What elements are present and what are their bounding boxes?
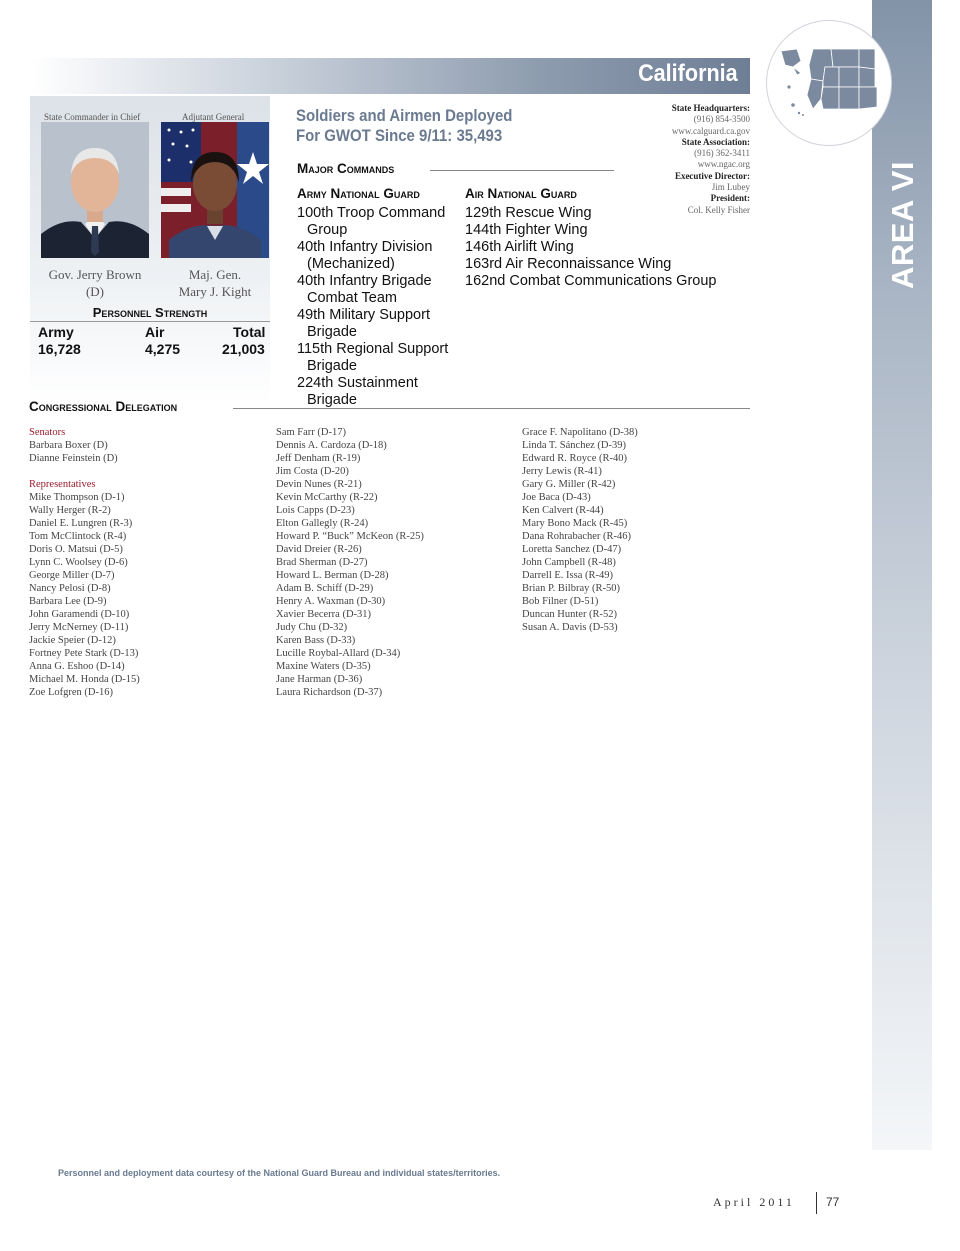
- air-command-item: 144th Fighter Wing: [465, 222, 588, 238]
- representative-item: Dana Rohrabacher (R-46): [522, 531, 632, 542]
- representative-item: Nancy Pelosi (D-8): [29, 583, 111, 594]
- region-map: [766, 20, 892, 146]
- representative-item: Zoe Lofgren (D-16): [29, 687, 113, 698]
- commander-photo: [41, 122, 149, 258]
- area-label: AREA VI: [885, 160, 920, 290]
- total-value: 21,003: [222, 341, 265, 357]
- representatives-list-1: [29, 491, 259, 699]
- footer-note: Personnel and deployment data courtesy of the National Guard Bureau and individual states/territories.: [58, 1168, 501, 1178]
- representatives-list-2: [276, 426, 506, 699]
- air-guard-title: Air National Guard: [465, 186, 577, 201]
- army-command-item: 100th Troop Command Group: [297, 205, 446, 238]
- representative-item: George Miller (D-7): [29, 570, 115, 581]
- representative-item: Mary Bono Mack (R-45): [522, 518, 628, 529]
- army-guard-title: Army National Guard: [297, 186, 420, 201]
- hq-phone: (916) 854-3500: [693, 114, 750, 125]
- state-info: [672, 103, 750, 216]
- representatives-list-3: [522, 426, 752, 634]
- air-commands-list: [465, 205, 735, 290]
- representative-item: Howard L. Berman (D-28): [276, 570, 389, 581]
- deployed-heading: Soldiers and Airmen Deployed For GWOT Since 9/11: 35,493: [296, 106, 513, 145]
- representative-item: Gary G. Miller (R-42): [522, 479, 616, 490]
- commander-name: Gov. Jerry Brown (D): [48, 267, 142, 299]
- army-value: 16,728: [38, 341, 81, 357]
- state-banner: [30, 58, 750, 94]
- air-command-item: 163rd Air Reconnaissance Wing: [465, 256, 672, 272]
- representative-item: Wally Herger (R-2): [29, 505, 111, 516]
- exec-name: Jim Lubey: [711, 182, 750, 193]
- representative-item: Grace F. Napolitano (D-38): [522, 427, 638, 438]
- senators-label: Senators: [29, 427, 66, 438]
- representative-item: Loretta Sanchez (D-47): [522, 544, 622, 555]
- representative-item: John Campbell (R-48): [522, 557, 616, 568]
- representative-item: Xavier Becerra (D-31): [276, 609, 372, 620]
- representative-item: Doris O. Matsui (D-5): [29, 544, 123, 555]
- army-label: Army: [38, 324, 74, 340]
- representative-item: Dennis A. Cardoza (D-18): [276, 440, 387, 451]
- representative-item: Edward R. Royce (R-40): [522, 453, 627, 464]
- army-command-item: 49th Military Support Brigade: [297, 307, 430, 340]
- adjutant-name: Maj. Gen. Mary J. Kight: [178, 267, 252, 299]
- adjutant-role-label: Adjutant General: [182, 112, 245, 122]
- army-commands-list: [297, 205, 457, 409]
- page-separator: [816, 1192, 817, 1214]
- assoc-phone: (916) 362-3411: [694, 148, 750, 159]
- representative-item: Susan A. Davis (D-53): [522, 622, 618, 633]
- representative-item: Jerry Lewis (R-41): [522, 466, 602, 477]
- representative-item: John Garamendi (D-10): [29, 609, 130, 620]
- senator-item: Dianne Feinstein (D): [29, 453, 118, 464]
- air-command-item: 129th Rescue Wing: [465, 205, 592, 221]
- representative-item: Michael M. Honda (D-15): [29, 674, 140, 685]
- representatives-label: Representatives: [29, 479, 96, 490]
- major-commands-title: Major Commands: [297, 161, 395, 176]
- representative-item: Judy Chu (D-32): [276, 622, 348, 633]
- representative-item: Howard P. “Buck” McKeon (R-25): [276, 531, 424, 542]
- senators-list: [29, 439, 259, 465]
- representative-item: Elton Gallegly (R-24): [276, 518, 369, 529]
- air-label: Air: [145, 324, 165, 340]
- representative-item: Joe Baca (D-43): [522, 492, 591, 503]
- pres-name: Col. Kelly Fisher: [687, 204, 750, 215]
- representative-item: Bob Filner (D-51): [522, 596, 599, 607]
- representative-item: Brian P. Bilbray (R-50): [522, 583, 620, 594]
- congress-title: Congressional Delegation: [29, 399, 178, 414]
- air-command-item: 162nd Combat Communications Group: [465, 273, 717, 289]
- army-command-item: 40th Infantry Division (Mechanized): [297, 239, 433, 272]
- assoc-label: State Association:: [681, 136, 750, 147]
- representative-item: Jackie Speier (D-12): [29, 635, 116, 646]
- commander-role-label: State Commander in Chief: [44, 112, 141, 122]
- representative-item: Lynn C. Woolsey (D-6): [29, 557, 128, 568]
- representative-item: Brad Sherman (D-27): [276, 557, 368, 568]
- air-command-item: 146th Airlift Wing: [465, 239, 574, 255]
- representative-item: Ken Calvert (R-44): [522, 505, 604, 516]
- representative-item: Sam Farr (D-17): [276, 427, 346, 438]
- representative-item: Linda T. Sánchez (D-39): [522, 440, 626, 451]
- representative-item: Adam B. Schiff (D-29): [276, 583, 374, 594]
- representative-item: Fortney Pete Stark (D-13): [29, 648, 139, 659]
- representative-item: Karen Bass (D-33): [276, 635, 356, 646]
- representative-item: Jerry McNerney (D-11): [29, 622, 129, 633]
- congress-col-1: [29, 426, 259, 699]
- representative-item: Lois Capps (D-23): [276, 505, 355, 516]
- region-map-icon: [767, 21, 891, 145]
- air-value: 4,275: [145, 341, 181, 357]
- representative-item: Laura Richardson (D-37): [276, 687, 383, 698]
- representative-item: Mike Thompson (D-1): [29, 492, 125, 503]
- representative-item: Anna G. Eshoo (D-14): [29, 661, 125, 672]
- hq-label: State Headquarters:: [671, 103, 750, 113]
- personnel-strength-title: Personnel Strength: [30, 305, 270, 322]
- representative-item: Barbara Lee (D-9): [29, 596, 107, 607]
- army-command-item: 224th Sustainment Brigade: [297, 375, 418, 408]
- representative-item: Maxine Waters (D-35): [276, 661, 371, 672]
- representative-item: David Dreier (R-26): [276, 544, 362, 555]
- representative-item: Lucille Roybal-Allard (D-34): [276, 648, 401, 659]
- congress-rule: [233, 408, 750, 409]
- representative-item: Darrell E. Issa (R-49): [522, 570, 613, 581]
- hq-web[interactable]: www.calguard.ca.gov: [671, 125, 750, 136]
- major-commands-rule: [430, 170, 614, 171]
- exec-label: Executive Director:: [674, 170, 750, 181]
- representative-item: Tom McClintock (R-4): [29, 531, 127, 542]
- representative-item: Henry A. Waxman (D-30): [276, 596, 386, 607]
- pres-label: President:: [710, 193, 750, 204]
- issue-date: April 2011: [713, 1195, 795, 1209]
- army-command-item: 115th Regional Support Brigade: [297, 341, 449, 374]
- representative-item: Jim Costa (D-20): [276, 466, 349, 477]
- representative-item: Devin Nunes (R-21): [276, 479, 362, 490]
- page-number: 77: [826, 1195, 840, 1209]
- state-title: California: [638, 60, 738, 87]
- total-label: Total: [233, 324, 266, 340]
- representative-item: Kevin McCarthy (R-22): [276, 492, 378, 503]
- army-command-item: 40th Infantry Brigade Combat Team: [297, 273, 432, 306]
- assoc-web[interactable]: www.ngac.org: [697, 159, 750, 170]
- senator-item: Barbara Boxer (D): [29, 440, 108, 451]
- representative-item: Jane Harman (D-36): [276, 674, 363, 685]
- representative-item: Jeff Denham (R-19): [276, 453, 361, 464]
- representative-item: Daniel E. Lungren (R-3): [29, 518, 133, 529]
- adjutant-photo: [161, 122, 269, 258]
- representative-item: Duncan Hunter (R-52): [522, 609, 618, 620]
